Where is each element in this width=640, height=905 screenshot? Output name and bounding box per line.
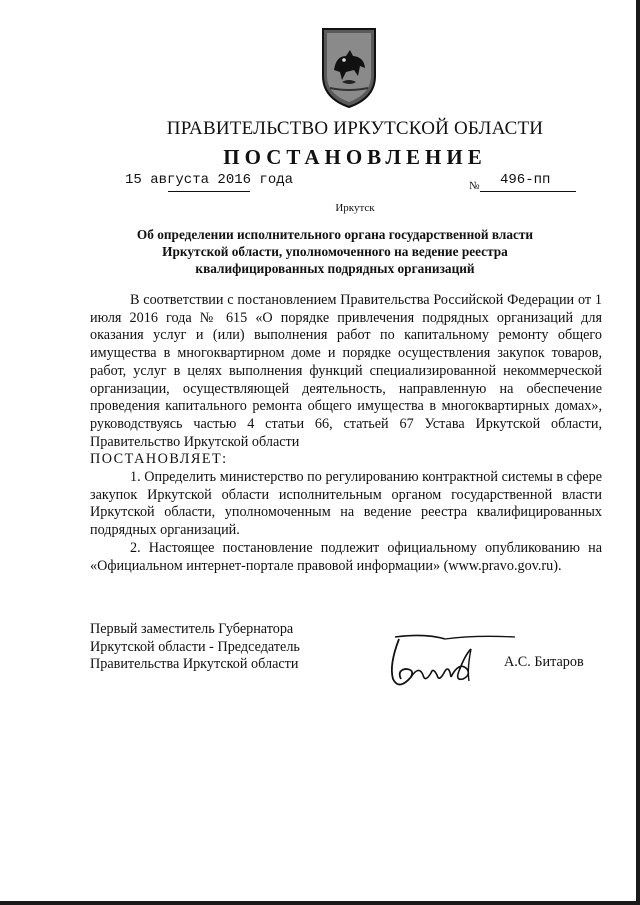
title-line: Об определении исполнительного органа государственной власти — [136, 227, 534, 242]
title-line: квалифицированных подрядных организаций — [195, 261, 475, 276]
position-line: Иркутской области - Председатель — [90, 638, 300, 655]
scan-edge-bottom — [0, 901, 640, 905]
coat-of-arms-icon — [320, 26, 378, 110]
document-body — [90, 292, 602, 575]
title-line: Иркутской области, уполномоченного на ведение реестра — [162, 244, 508, 259]
city-name: Иркутск — [335, 202, 375, 214]
document-type: ПОСТАНОВЛЕНИЕ — [223, 145, 487, 169]
document-title — [130, 226, 540, 277]
document-date: 15 августа 2016 года — [125, 172, 294, 188]
number-sign: № — [469, 180, 480, 192]
decree-word: ПОСТАНОВЛЯЕТ: — [90, 451, 228, 468]
item-1-paragraph: 1. Определить министерство по регулированию контрактной системы в сфере закупок Иркутской области исполнительным органом государственной власти Иркутской области, уполномоченным на ведение реестра квалифицированных подрядных организаций. — [90, 469, 602, 539]
signer-name: А.С. Битаров — [504, 654, 584, 670]
item-2-paragraph: 2. Настоящее постановление подлежит официальному опубликованию на «Официальном интернет-портале правовой информации» (www.pravo.gov.ru). — [90, 539, 602, 574]
signer-position — [90, 621, 350, 674]
number-underline — [480, 191, 576, 192]
government-name: ПРАВИТЕЛЬСТВО ИРКУТСКОЙ ОБЛАСТИ — [166, 118, 544, 139]
document-number: 496-пп — [500, 172, 551, 188]
position-line: Первый заместитель Губернатора — [90, 621, 294, 637]
preamble-paragraph: В соответствии с постановлением Правительства Российской Федерации от 1 июля 2016 года № 615 «О порядке привлечения подрядных организаций для оказания услуг и (или) выполнения работ по капитальному ремонту общего имущества в многоквартирном доме и порядке осуществления закупок товаров, работ, услуг в целях выполнения функций специализированной некоммерческой организации, осуществляющей деятельность, направленную на обеспечение проведения капитального ремонта общего имущества в многоквартирных домах», руководствуясь частью 4 статьи 66, статьей 67 Устава Иркутской области, Правительство Иркутской области — [90, 292, 602, 450]
date-underline — [168, 191, 250, 192]
position-line: Правительства Иркутской области — [90, 656, 299, 673]
handwritten-signature — [375, 625, 525, 695]
